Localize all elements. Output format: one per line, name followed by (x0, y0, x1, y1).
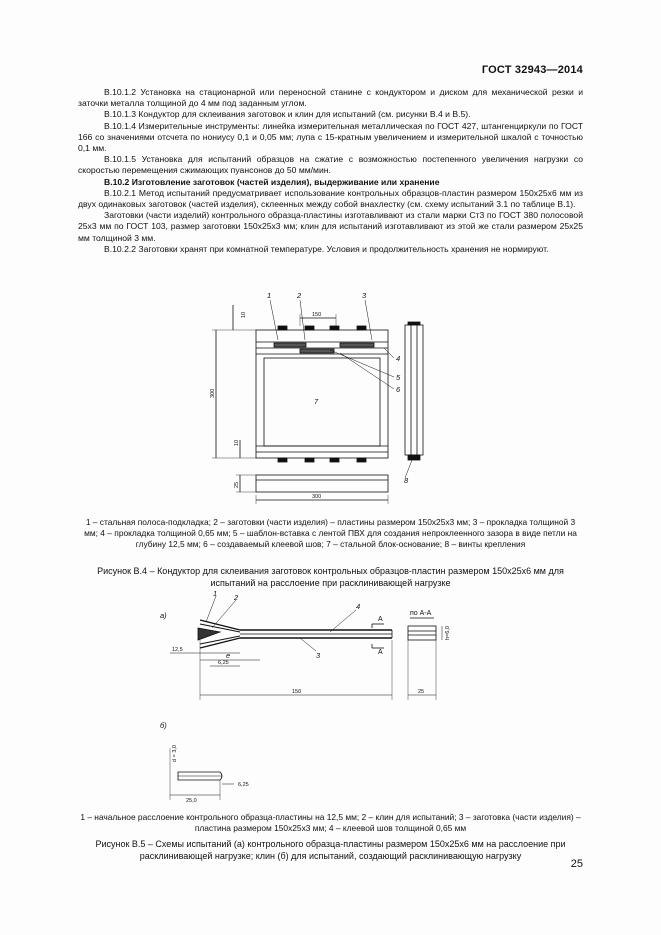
dim-6-25-wedge: 6,25 (238, 782, 249, 788)
dim-h: h=6,0 (445, 626, 451, 640)
label-7: 7 (314, 397, 319, 406)
dim-12-5: 12,5 (172, 647, 183, 653)
label-b5-1: 1 (213, 589, 218, 598)
label-5: 5 (396, 373, 401, 382)
label-4: 4 (396, 354, 401, 363)
section-heading-10-2: В.10.2 Изготовление заготовок (частей изделия), выдерживание или хранение (104, 176, 440, 187)
label-b5-3: 3 (316, 651, 321, 660)
dim-25-b5: 25 (418, 689, 425, 695)
label-8: 8 (404, 476, 409, 485)
dim-d-3: d = 3,0 (172, 745, 178, 762)
paragraph-10-1-2: В.10.1.2 Установка на стационарной или переносной станине с кондуктором и диском для механической резки и заточки металла толщиной до 4 мм под заданным углом. (78, 87, 583, 109)
section-arrow-a-bottom: А (378, 649, 383, 656)
label-3: 3 (362, 291, 367, 300)
paragraph-blanks: Заготовки (части изделий) контрольного образца-пластины изготавливают из стали марки Ст3 по ГОСТ 380 полосовой 25х3 мм по ГОСТ 103, размер заготовки 150х25х3 мм; клин для испытаний изготавливают из этой же стали размером 25х25 мм толщиной 3 мм. (78, 210, 583, 243)
dim-300-bottom: 300 (312, 494, 322, 500)
paragraph-10-2-2: В.10.2.2 Заготовки хранят при комнатной температуре. Условия и продолжительность хранения не нормируют. (104, 243, 549, 254)
dim-300: 300 (210, 388, 216, 398)
dim-10-lower: 10 (234, 439, 240, 446)
paragraph-10-1-5: В.10.1.5 Установка для испытаний образцов на сжатие с возможностью постепенного увеличения нагрузки со скоростью перемещения сжимающих пуансонов до 50 мм/мин. (78, 154, 583, 176)
page-number: 25 (570, 858, 583, 870)
label-b5-2: 2 (234, 593, 239, 602)
dim-6-25: 6,25 (218, 660, 229, 666)
figure-5-legend: 1 – начальное расслоение контрольного образца-пластины на 12,5 мм; 2 – клин для испытаний; 3 – заготовка (части изделия) – пластина размером 150х25х3 мм; 4 – клеевой шов толщиной 0,65 мм (80, 812, 581, 833)
label-part-a: а) (160, 611, 167, 620)
label-1: 1 (267, 291, 272, 300)
label-6: 6 (396, 385, 401, 394)
dim-150: 150 (312, 312, 322, 318)
standard-header: ГОСТ 32943—2014 (481, 64, 583, 76)
dim-e: e (226, 651, 231, 660)
label-b5-4: 4 (356, 602, 361, 611)
dim-150-b5: 150 (292, 689, 302, 695)
section-label: по А-А (410, 610, 432, 617)
paragraph-10-1-3: В.10.1.3 Кондуктор для склеивания заготовок и клин для испытаний (см. рисунки В.4 и В.5). (104, 109, 471, 120)
figure-5-caption: Рисунок В.5 – Схемы испытаний (а) контрольного образца-пластины размером 150х25х6 мм на расслоение при расклинивающей нагрузке; клин (б) для испытаний, создающий расклинивающую нагрузку (95, 839, 566, 861)
label-part-b: б) (160, 721, 167, 730)
label-2: 2 (297, 291, 302, 300)
paragraph-10-2-1: В.10.2.1 Метод испытаний предусматривает использование контрольных образцов-пластин размером 150х25х6 мм из двух одинаковых заготовок (частей изделия), склеенных между собой внахлестку (см. схему испытаний 3.1 по таблице В.1). (78, 187, 583, 210)
paragraph-10-1-4: В.10.1.4 Измерительные инструменты: линейка измерительная металлическая по ГОСТ 427, штангенциркули по ГОСТ 166 со значениями отсчета по нониусу 0,1 и 0,05 мм; лупа с 15-кратным увеличением и измерительной шкалой с точностью 0,1 мм. (78, 120, 583, 154)
figure-4-caption: Рисунок В.4 – Кондуктор для склеивания заготовок контрольных образцов-пластин размером 150х25х6 мм для испытаний на расслоение при расклинивающей нагрузке (97, 566, 564, 588)
dim-25-0: 25,0 (186, 798, 197, 804)
figure-4-legend: 1 – стальная полоса-подкладка; 2 – заготовки (части изделия) – пластины размером 150х25х3 мм; 3 – прокладка толщиной 3 мм; 4 – прокладка толщиной 0,65 мм; 5 – шаблон-вставка с лентой ПВХ для создания непроклеенного зазора в виде петли на глубину 12,5 мм; 6 – создаваемый клеевой шов; 7 – стальной блок-основание; 8 – винты крепления (84, 517, 577, 549)
section-arrow-a-top: А (378, 616, 383, 623)
dim-10-upper: 10 (241, 311, 247, 318)
dim-25: 25 (234, 481, 240, 488)
